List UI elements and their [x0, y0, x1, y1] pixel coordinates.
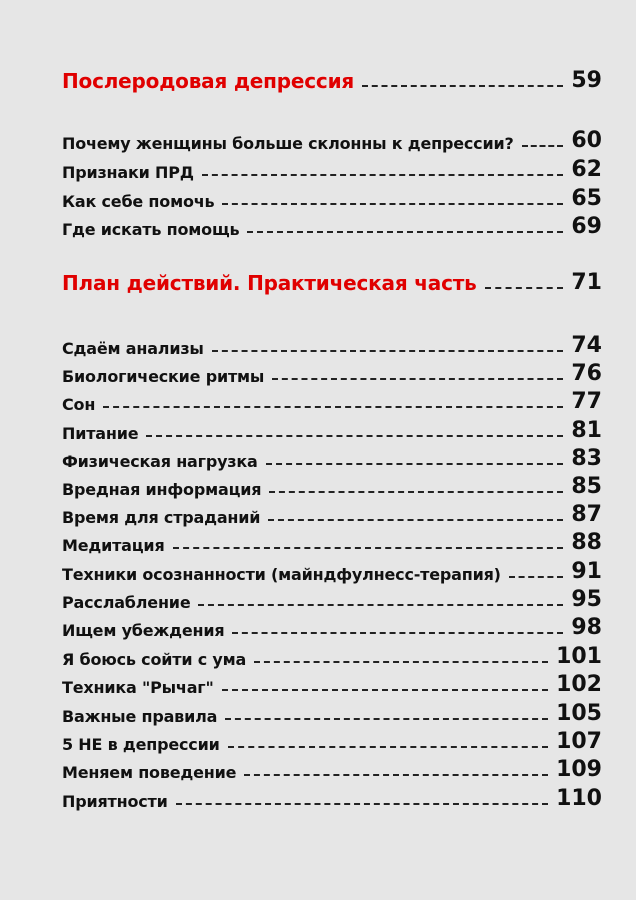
toc-item[interactable]	[62, 757, 602, 782]
toc-item[interactable]	[62, 587, 602, 612]
toc-item-title: Где искать помощь	[62, 220, 240, 239]
toc-item[interactable]	[62, 559, 602, 584]
toc-item[interactable]	[62, 530, 602, 555]
dot-leader	[232, 632, 563, 634]
dot-leader	[202, 174, 564, 176]
toc-item[interactable]	[62, 644, 602, 669]
toc-section-title: План действий. Практическая часть	[62, 271, 477, 295]
toc-page-number: 85	[571, 474, 602, 499]
dot-leader	[269, 491, 563, 493]
toc-section-title: Послеродовая депрессия	[62, 69, 355, 93]
toc-item[interactable]	[62, 502, 602, 527]
dot-leader	[244, 774, 548, 776]
toc-item-title: Ищем убеждения	[62, 621, 225, 640]
toc-page-number: 91	[571, 559, 602, 584]
toc-item[interactable]	[62, 446, 602, 471]
dot-leader	[268, 519, 563, 521]
dot-leader	[173, 547, 564, 549]
dot-leader	[266, 463, 564, 465]
dot-leader	[212, 350, 564, 352]
toc-item-title: Сдаём анализы	[62, 339, 204, 358]
toc-item-title: Техника "Рычаг"	[62, 678, 214, 697]
toc-item[interactable]	[62, 157, 602, 182]
toc-item[interactable]	[62, 389, 602, 414]
toc-item-title: Сон	[62, 395, 96, 414]
toc-item-title: Как себе помочь	[62, 192, 215, 211]
dot-leader	[254, 661, 548, 663]
toc-page-number: 60	[571, 128, 602, 153]
toc-page-number: 110	[556, 786, 602, 811]
toc-page-number: 77	[571, 389, 602, 414]
dot-leader	[485, 287, 564, 289]
toc-item-title: 5 НЕ в депрессии	[62, 735, 220, 754]
toc-item-title: Биологические ритмы	[62, 367, 265, 386]
toc-page-number: 59	[571, 68, 602, 93]
toc-item-title: Меняем поведение	[62, 763, 237, 782]
toc-item-title: Техники осознанности (майндфулнесс-терапия)	[62, 565, 501, 584]
toc-page-number: 69	[571, 214, 602, 239]
toc-item-title: Медитация	[62, 536, 165, 555]
toc-page-number: 105	[556, 701, 602, 726]
toc-item[interactable]	[62, 701, 602, 726]
toc-item-title: Признаки ПРД	[62, 163, 194, 182]
toc-item[interactable]	[62, 615, 602, 640]
toc-page-number: 76	[571, 361, 602, 386]
toc-page-number: 74	[571, 333, 602, 358]
toc-item[interactable]	[62, 333, 602, 358]
dot-leader	[103, 406, 563, 408]
toc-page-number: 88	[571, 530, 602, 555]
dot-leader	[198, 604, 563, 606]
toc-page-number: 102	[556, 672, 602, 697]
dot-leader	[222, 689, 548, 691]
toc-section-action-plan[interactable]	[62, 270, 602, 295]
dot-leader	[228, 746, 548, 748]
dot-leader	[225, 718, 548, 720]
toc-item[interactable]	[62, 214, 602, 239]
toc-section-postpartum[interactable]	[62, 68, 602, 93]
toc-item[interactable]	[62, 418, 602, 443]
dot-leader	[522, 145, 564, 147]
toc-item-title: Вредная информация	[62, 480, 262, 499]
dot-leader	[272, 378, 563, 380]
toc-item-title: Почему женщины больше склонны к депрессии?	[62, 134, 514, 153]
toc-page-number: 62	[571, 157, 602, 182]
toc-page-number: 98	[571, 615, 602, 640]
toc-item[interactable]	[62, 474, 602, 499]
toc-page-number: 83	[571, 446, 602, 471]
dot-leader	[176, 803, 548, 805]
toc-item[interactable]	[62, 186, 602, 211]
toc-item-title: Расслабление	[62, 593, 191, 612]
toc-page-number: 107	[556, 729, 602, 754]
toc-item-title: Важные правила	[62, 707, 218, 726]
dot-leader	[362, 85, 563, 87]
toc-item[interactable]	[62, 128, 602, 153]
toc-item-title: Время для страданий	[62, 508, 261, 527]
toc-page-number: 87	[571, 502, 602, 527]
toc-item-title: Я боюсь сойти с ума	[62, 650, 247, 669]
dot-leader	[509, 576, 564, 578]
toc-page-number: 109	[556, 757, 602, 782]
toc-item-title: Питание	[62, 424, 139, 443]
dot-leader	[146, 435, 563, 437]
toc-page-number: 95	[571, 587, 602, 612]
dot-leader	[247, 231, 563, 233]
toc-item-title: Физическая нагрузка	[62, 452, 258, 471]
toc-item-title: Приятности	[62, 792, 168, 811]
toc-page-number: 81	[571, 418, 602, 443]
toc-page-number: 65	[571, 186, 602, 211]
toc-page-number: 71	[571, 270, 602, 295]
toc-item[interactable]	[62, 729, 602, 754]
toc-item[interactable]	[62, 672, 602, 697]
toc-item[interactable]	[62, 786, 602, 811]
toc-page-number: 101	[556, 644, 602, 669]
toc-item[interactable]	[62, 361, 602, 386]
dot-leader	[222, 203, 563, 205]
